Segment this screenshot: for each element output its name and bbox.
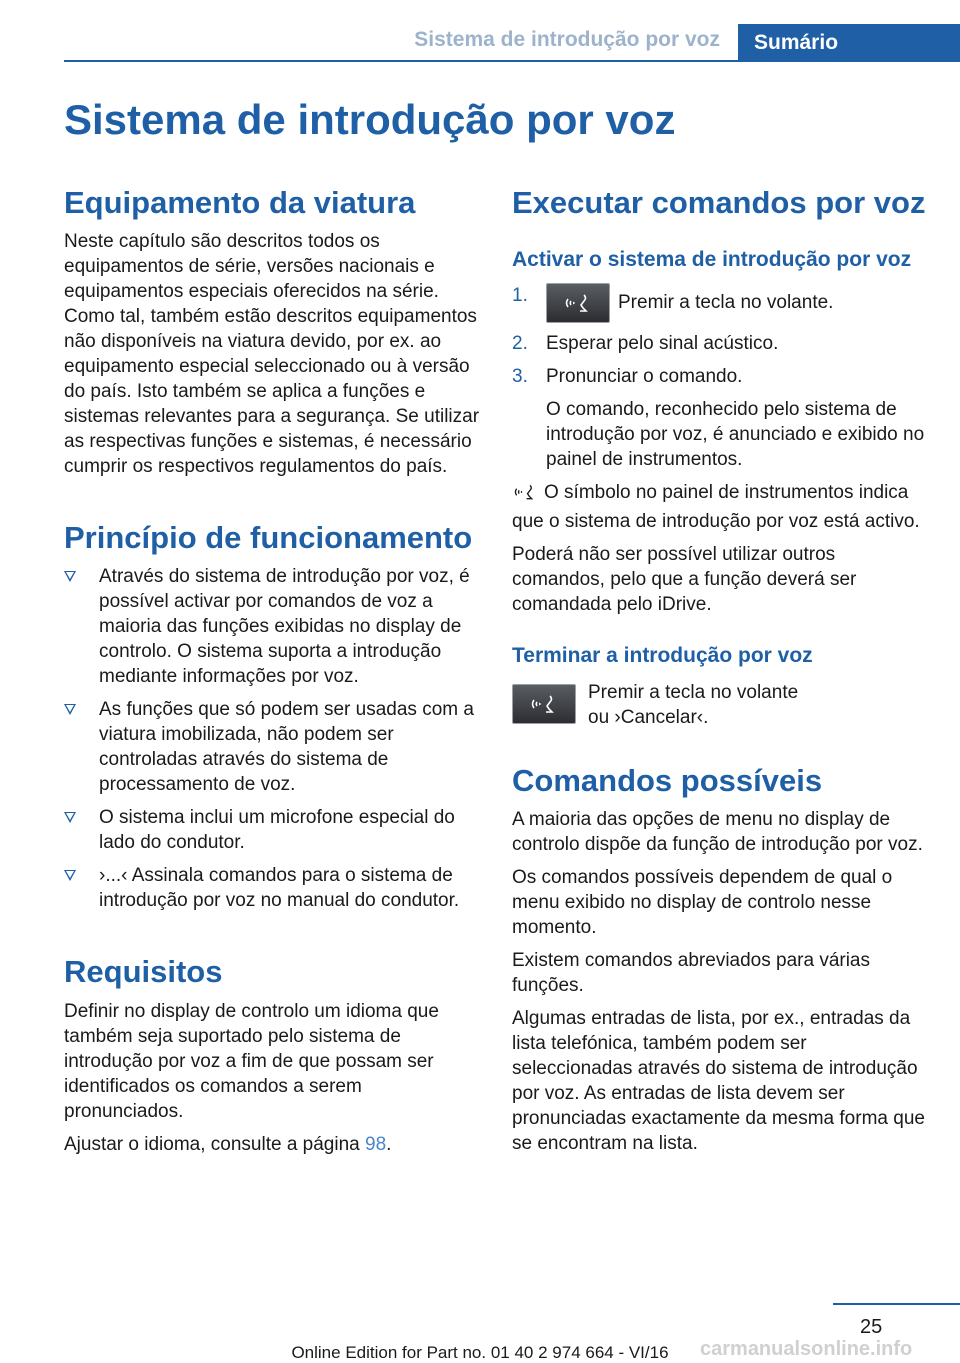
header-section-title[interactable]: Sistema de introdução por voz <box>414 28 720 51</box>
requirements-heading: Requisitos <box>64 954 223 990</box>
list-item: O sistema inclui um microfone especial do lado do condutor. <box>64 805 480 855</box>
watermark: carmanualsonline.info <box>700 1338 913 1360</box>
triangle-bullet-icon <box>64 812 76 823</box>
symbol-text: O símbolo no painel de instrumentos indica que o sistema de introdução por voz está activo. <box>512 482 920 533</box>
footer-rule <box>833 1303 960 1305</box>
edition-text: Online Edition for Part no. 01 40 2 974 664 - VI/16 <box>291 1343 669 1362</box>
terminate-heading: Terminar a introdução por voz <box>512 644 813 668</box>
header-contents-tab[interactable]: Sumário <box>738 24 960 62</box>
requirements-reference: Ajustar o idioma, consulte a página 98. <box>64 1133 392 1155</box>
terminate-line-1: Premir a tecla no volante <box>588 681 799 703</box>
other-commands-text: Poderá não ser possível utilizar outros comandos, pelo que a função deverá ser comandada pelo iDrive. <box>512 544 857 616</box>
principle-list <box>64 564 480 913</box>
header-rule <box>64 60 738 62</box>
list-item: 2. Esperar pelo sinal acústico. <box>512 333 779 355</box>
possible-text-3: Existem comandos abreviados para várias funções. <box>512 949 871 996</box>
page-header <box>0 0 960 62</box>
page-number: 25 <box>860 1316 883 1338</box>
voice-active-icon <box>512 482 538 509</box>
step-detail: O comando, reconhecido pelo sistema de introdução por voz, é anunciado e exibido no painel de instrumentos. <box>546 399 925 471</box>
list-item: ›...‹ Assinala comandos para o sistema de introdução por voz no manual do condutor. <box>64 863 480 913</box>
equipment-text: Neste capítulo são descritos todos os equipamentos de série, versões nacionais e equipamentos especiais oferecidos na série. Como tal, também estão descritos equipamentos não disponíveis na viatura devido, por ex. ao equipamento especial seleccionado ou à versão do país. Isto também se aplica a funções e sistemas relevantes para a segurança. Se utilizar as respectivas funções e sistemas, é necessário cumprir os respectivos regulamentos do país. <box>64 231 480 478</box>
requirements-text: Definir no display de controlo um idioma que também seja suportado pelo sistema de introdução por voz a fim de que possam ser identificados os comandos a serem pronunciados. <box>64 1000 439 1122</box>
equipment-heading: Equipamento da viatura <box>64 185 416 220</box>
right-column <box>512 184 926 1164</box>
possible-text-4: Algumas entradas de lista, por ex., entradas da lista telefónica, também podem ser seleccionadas através do sistema de introdução por voz. As entradas de lista devem ser pronunciadas exactamente da mesma forma que se encontram na lista. <box>512 1007 925 1154</box>
terminate-line-2: ou ›Cancelar‹. <box>588 706 709 728</box>
page-reference-link[interactable]: 98 <box>365 1133 387 1155</box>
principle-heading: Princípio de funcionamento <box>64 520 473 556</box>
triangle-bullet-icon <box>64 870 76 881</box>
voice-button-icon <box>512 684 576 724</box>
page-title: Sistema de introdução por voz <box>64 96 676 143</box>
triangle-bullet-icon <box>64 571 76 582</box>
possible-text-1: A maioria das opções de menu no display de controlo dispõe da função de introdução por voz. <box>512 808 923 855</box>
list-item: Através do sistema de introdução por voz, é possível activar por comandos de voz a maioria das funções exibidas no display de controlo. O sistema suporta a introdução mediante informações por voz. <box>64 564 480 689</box>
list-item: As funções que só podem ser usadas com a viatura imobilizada, não podem ser controladas através do sistema de processamento de voz. <box>64 697 480 797</box>
triangle-bullet-icon <box>64 704 76 715</box>
possible-text-2: Os comandos possíveis dependem de qual o menu exibido no display de controlo nesse momento. <box>512 866 893 938</box>
voice-button-icon <box>546 283 610 323</box>
possible-commands-heading: Comandos possíveis <box>512 762 823 798</box>
list-item: 1. Premir a tecla no volante. <box>512 283 926 323</box>
activation-steps <box>512 283 926 472</box>
list-item: 3. Pronunciar o comando. O comando, reconhecido pelo sistema de introdução por voz, é anunciado e exibido no painel de instrumentos. <box>512 366 925 471</box>
left-column <box>64 184 480 1165</box>
terminate-block <box>512 680 926 730</box>
activate-heading: Activar o sistema de introdução por voz <box>512 248 912 272</box>
execute-heading: Executar comandos por voz <box>512 185 926 220</box>
